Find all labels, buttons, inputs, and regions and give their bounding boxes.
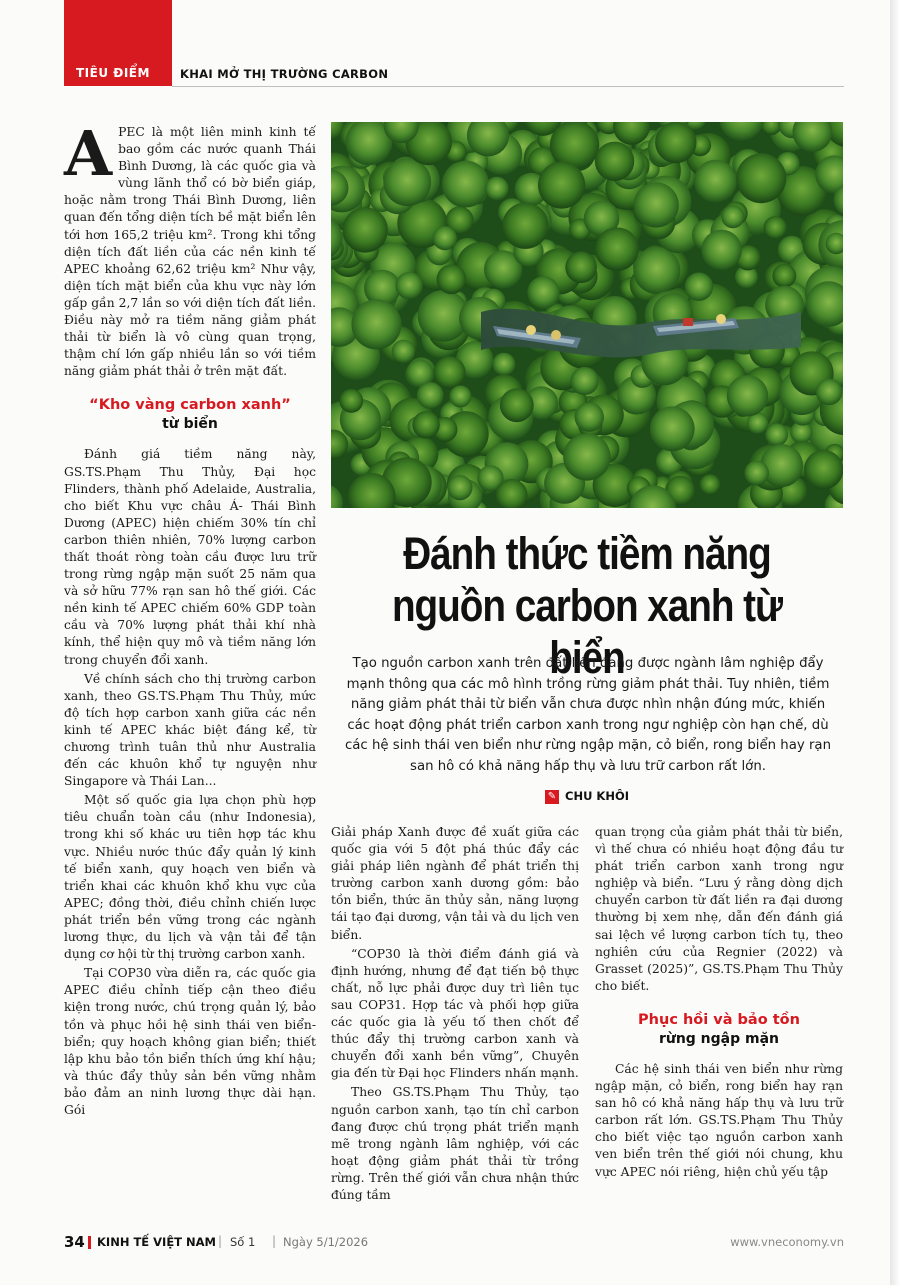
tree-crown (502, 203, 548, 249)
website-url: www.vneconomy.vn (730, 1235, 844, 1249)
tree-crown (633, 247, 680, 294)
byline (331, 789, 843, 804)
article-column-1 (64, 117, 316, 1121)
tree-crown (417, 382, 444, 409)
intro-paragraph (64, 117, 316, 380)
subhead-2-line-1: Phục hồi và bảo tồn (638, 1011, 800, 1028)
body-paragraph: Giải pháp Xanh được đề xuất giữa các quốc gia với 5 đột phá thúc đẩy các giải pháp liên ngành để phát triển thị trường carbon xanh dương gồm: bảo tồn biển, thức ăn thủy sản, năng lượng tái tạo đại dương, vận tải và du lịch ven biển. (331, 825, 579, 942)
subhead-mangrove-restoration (595, 1011, 843, 1049)
tree-crown (744, 461, 769, 486)
drop-cap: A (64, 117, 113, 190)
tree-crown (694, 160, 737, 203)
tree-crown (538, 162, 585, 209)
footer-separator: | (218, 1234, 223, 1248)
author-name: CHU KHÔI (565, 789, 629, 803)
tree-crown (396, 272, 423, 299)
tree-crown (565, 252, 597, 284)
tree-crown (442, 161, 489, 208)
page-number: 34 (64, 1233, 85, 1251)
footer-separator: | (272, 1234, 277, 1248)
body-paragraph: Theo GS.TS.Phạm Thu Thủy, tạo nguồn carbon xanh, tạo tín chỉ carbon đang được chú trọng phát triển mạnh mẽ trong ngành lâm nghiệp, với các hoạt động giảm phát thải từ trồng rừng. Trên thế giới vẫn chưa nhận thức đúng tầm (331, 1085, 579, 1202)
body-paragraph: “COP30 là thời điểm đánh giá và định hướng, nhưng để đạt tiến bộ thực chất, nỗ lực phải được duy trì liên tục sau COP31. Hợp tác và phối hợp giữa các quốc gia là yếu tố then chốt để thúc đẩy thị trường carbon xanh và chuyển đổi xanh bền vững”, Chuyên gia đến từ Đại học Flinders nhấn mạnh. (331, 946, 579, 1081)
tree-crown (736, 153, 786, 203)
subhead-blue-carbon (64, 396, 316, 434)
tree-crown (383, 158, 431, 206)
tree-crown (500, 388, 534, 422)
tree-crown (655, 122, 696, 163)
tree-crown (595, 142, 634, 181)
body-paragraph: Các hệ sinh thái ven biển như rừng ngập mặn, cỏ biển, rong biển hay rạn san hô có khả năng hấp thụ và lưu trữ carbon rất lớn. GS.TS.Phạm Thu Thủy cho biết việc tạo nguồn carbon xanh ven biển trên thế giới nói chung, khu vực APEC nói riêng, hiện chủ yếu tập (595, 1061, 843, 1179)
subhead-1-line-1: “Kho vàng carbon xanh” (89, 397, 291, 414)
tree-crown (527, 276, 559, 308)
issue-number: Số 1 (230, 1235, 256, 1249)
tree-crown (595, 227, 639, 271)
tree-crown (352, 299, 402, 349)
page-edge (890, 0, 900, 1285)
tree-crown (392, 340, 415, 363)
article-column-2 (331, 824, 579, 1206)
tree-crown (701, 230, 741, 270)
section-title: KHAI MỞ THỊ TRƯỜNG CARBON (180, 67, 389, 81)
tree-crown (343, 207, 388, 252)
pen-icon: ✎ (545, 790, 559, 804)
headline-line-1: Đánh thức tiềm năng (403, 528, 771, 579)
mangrove-aerial-photo (331, 122, 843, 508)
intro-text: PEC là một liên minh kinh tế bao gồm các nước quanh Thái Bình Dương, là các quốc gia và vùng lãnh thổ có bờ biển giáp, hoặc nằm trong Thái Bình Dương, liên quan đến tổng diện tích bề mặt biển lên tới hơn 165,2 triệu km². Trong khi tổng diện tích đất liền của các nền kinh tế APEC khoảng 62,62 triệu km² Như vậy, diện tích mặt biển của khu vực này lớn gấp gần 2,7 lần so với diện tích đất liền. Điều này mở ra tiềm năng giảm phát thải từ biển là vô cùng quan trọng, thậm chí lớn gấp nhiều lần so với tiềm năng giảm phát thải ở trên mặt đất. (64, 125, 316, 379)
tree-crown (760, 444, 803, 487)
tree-crown (772, 264, 796, 288)
footer-accent-bar (88, 1236, 91, 1249)
tab-label: TIÊU ĐIỂM (76, 66, 150, 80)
header-divider (172, 86, 844, 87)
body-paragraph: Về chính sách cho thị trường carbon xanh, theo GS.TS.Phạm Thu Thủy, mức độ tích hợp carbon xanh giữa các nền kinh tế APEC khác biệt đáng kể, từ chương trình tuân thủ như Australia đến các khuôn khổ tự nguyện như Singapore và Thái Lan... (64, 671, 316, 789)
mangrove-illustration (331, 122, 843, 508)
tree-crown (571, 367, 599, 395)
body-paragraph: quan trọng của giảm phát thải từ biển, vì thế chưa có nhiều hoạt động đầu tư phát triển carbon xanh trong ngư nghiệp và biển. “Lưu ý rằng dòng dịch chuyển carbon từ đất liền ra đại dương thường bị xem nhẹ, dẫn đến đánh giá sai lệch về lượng carbon tích tụ, theo nghiên cứu của Regnier (2022) và Grasset (2025)”, GS.TS.Phạm Thu Thủy cho biết. (595, 825, 843, 993)
subhead-1-line-2: từ biển (162, 416, 218, 433)
tree-crown (634, 182, 679, 227)
tree-crown (433, 226, 457, 250)
tree-crown (412, 411, 439, 438)
body-paragraph: Một số quốc gia lựa chọn phù hợp tiêu chuẩn toàn cầu (như Indonesia), trong khi số khác ưu tiên hợp tác khu vực. Nhiều nước thúc đẩy quản lý kinh tế biển xanh, quy hoạch ven biển và triển khai các khuôn khổ khu vực của APEC; đồng thời, điều chỉnh chiến lược phát triển bền vững trong các ngành lương thực, du lịch và vận tải để tận dụng cơ hội từ thị trường carbon xanh. (64, 793, 316, 962)
article-column-3 (595, 824, 843, 1183)
subhead-2-line-2: rừng ngập mặn (658, 1030, 780, 1047)
body-paragraph: Tại COP30 vừa diễn ra, các quốc gia APEC điều chỉnh tiếp cận theo điều kiện trong nước, chú trọng quản lý, bảo tồn và phục hồi hệ sinh thái ven biển- biển; quy hoạch không gian biển; thiết lập khu bảo tồn biển thích ứng khí hậu; và thúc đẩy thủy sản bền vững nhằm bảo đảm an ninh lương thực dài hạn. Gói (64, 966, 316, 1117)
tree-crown (575, 402, 604, 431)
tree-crown (765, 423, 788, 446)
tree-crown (727, 375, 768, 416)
tree-crown (699, 474, 720, 495)
tree-crown (447, 475, 472, 500)
tree-crown (804, 450, 843, 489)
tree-crown (685, 273, 713, 301)
tree-crown (492, 353, 515, 376)
tree-crown (563, 433, 610, 480)
article-lead: Tạo nguồn carbon xanh trên đất liền đang được ngành lâm nghiệp đẩy mạnh thông qua các mô hình trồng rừng giảm phát thải. Tuy nhiên, tiềm năng giảm phát thải từ biển vẫn chưa được nhìn nhận đúng mức, khiến các hoạt động phát triển carbon xanh trong ngư nghiệp còn hạn chế, dù các hệ sinh thái ven biển như rừng ngập mặn, cỏ biển, rong biển hay rạn san hô có khả năng hấp thụ và lưu trữ carbon rất lớn. (344, 656, 832, 774)
tree-crown (816, 379, 842, 405)
page-footer (64, 1233, 844, 1255)
tree-crown (449, 385, 471, 407)
headline-line-2: nguồn carbon xanh từ biển (391, 580, 783, 683)
tree-crown (721, 205, 744, 228)
tree-crown (433, 356, 465, 388)
issue-date: Ngày 5/1/2026 (283, 1235, 369, 1249)
tree-crown (437, 265, 467, 295)
tree-crown (650, 406, 695, 451)
body-paragraph: Đánh giá tiềm năng này, GS.TS.Phạm Thu Thủy, Đại học Flinders, thành phố Adelaide, Australia, cho biết Khu vực châu Á- Thái Bình Dương (APEC) hiện chiếm 30% tín chỉ carbon thiên nhiên, 70% lượng carbon thất thoát ròng toàn cầu được lưu trữ trong rừng ngập mặn suốt 25 năm qua và sở hữu 77% rạn san hô thế giới. Các nền kinh tế APEC chiếm 60% GDP toàn cầu và 70% lượng phát thải khí nhà kính, thể hiện quy mô và tiềm năng lớn trong chuyển đổi xanh. (64, 447, 316, 667)
tree-crown (485, 177, 509, 201)
magazine-name: KINH TẾ VIỆT NAM (97, 1235, 216, 1249)
tree-crown (339, 389, 363, 413)
tree-crown (764, 216, 787, 239)
